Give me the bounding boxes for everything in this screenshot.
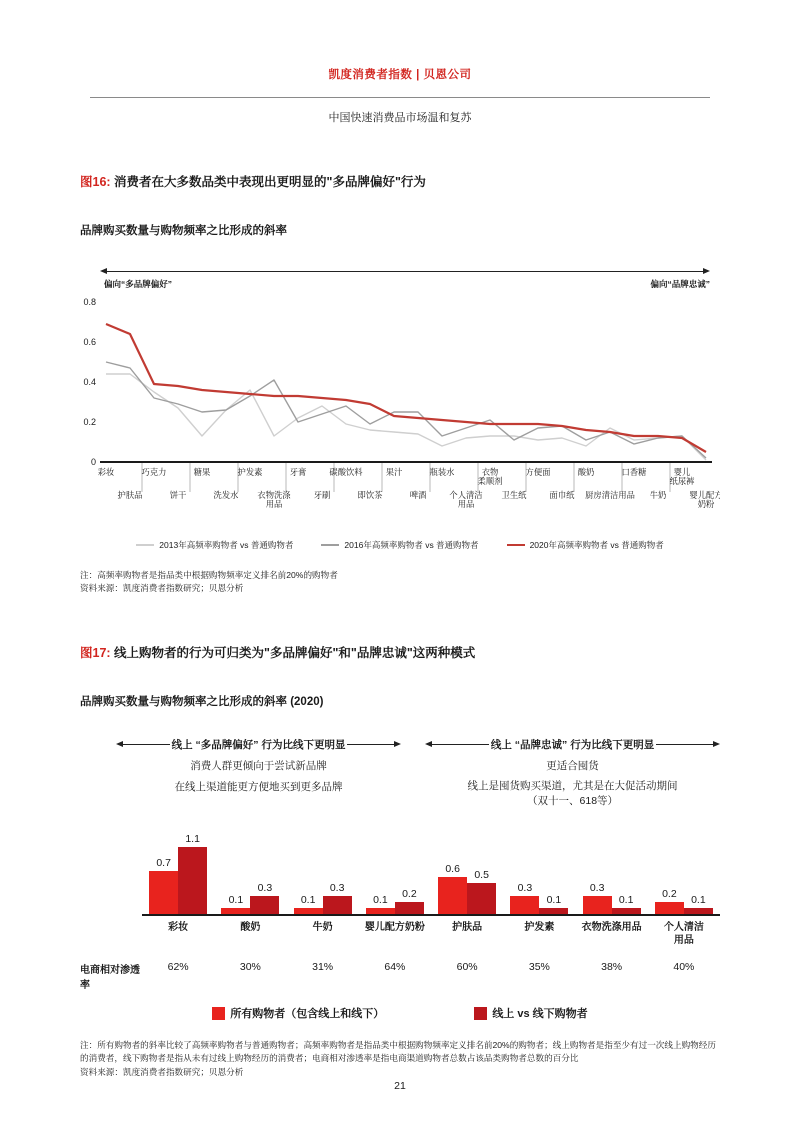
svg-text:糖果: 糖果: [193, 467, 211, 477]
annotation-line: 更适合囤货: [546, 759, 599, 772]
bar-group: [431, 863, 503, 914]
bar-value-label: 0.6: [445, 863, 460, 876]
bar-category-label: 牛奶: [312, 922, 333, 934]
penetration-label: 电商相对渗透率: [80, 965, 140, 992]
svg-text:个人清洁用品: 个人清洁用品: [449, 490, 483, 509]
bar-value-label: 0.3: [257, 882, 273, 895]
svg-text:饼干: 饼干: [169, 490, 187, 500]
svg-text:护发素: 护发素: [237, 467, 263, 477]
annotation-loyalty: [425, 737, 720, 809]
spectrum-left-label: 偏向“多品牌偏好”: [104, 279, 173, 289]
bar-group: [142, 833, 214, 914]
bar-value-label: 0.1: [691, 894, 706, 907]
legend-label-2020: 2020年高频率购物者 vs 普通购物者: [529, 540, 664, 550]
brand-header: 凯度消费者指数 | 贝恩公司: [328, 69, 472, 81]
fig16-chart-heading: 品牌购买数量与购物频率之比形成的斜率: [80, 225, 287, 237]
arrow-right-icon: [394, 741, 401, 747]
arrow-right-icon: [713, 741, 720, 747]
annotation-loyalty-title: 线上 “品牌忠诚” 行为比线下更明显: [490, 738, 655, 751]
bar: [250, 882, 279, 914]
fig17-label: 图17:: [80, 645, 111, 660]
svg-text:巧克力: 巧克力: [141, 467, 167, 477]
bar-value-label: 0.7: [156, 857, 171, 870]
bar: [539, 894, 568, 914]
bar-value-label: 0.1: [618, 894, 634, 907]
bar-category-label: 护肤品: [452, 922, 483, 934]
bar-group: [287, 882, 359, 914]
annotation-multibrand-arrow: [116, 737, 401, 752]
legend-label-all-shoppers: 所有购物者（包含线上和线下）: [230, 1008, 385, 1021]
bar-value-label: 0.3: [517, 882, 533, 895]
fig16-title: 消费者在大多数品类中表现出更明显的"多品牌偏好"行为: [110, 175, 426, 189]
svg-text:0.8: 0.8: [83, 297, 96, 307]
svg-text:洗发水: 洗发水: [213, 490, 239, 500]
legend-item-online-offline: [474, 1005, 587, 1021]
svg-text:卫生纸: 卫生纸: [501, 490, 527, 500]
fig17-legend: [80, 1005, 720, 1021]
fig17-chart-heading: 品牌购买数量与购物频率之比形成的斜率 (2020): [80, 695, 324, 708]
legend-label-online-offline: 线上 vs 线下购物者: [492, 1008, 588, 1021]
bar: [583, 882, 612, 914]
annotation-line: （双十一、618等）: [527, 794, 619, 807]
svg-text:牛奶: 牛奶: [649, 490, 667, 500]
penetration-value: 38%: [601, 961, 623, 974]
bar-value-label: 0.1: [228, 894, 244, 907]
bar-group: [648, 888, 720, 914]
spectrum-right-label: 偏向“品牌忠诚”: [650, 279, 710, 289]
bar-cat-row: [142, 916, 720, 947]
line-swatch-2013-icon: [136, 544, 154, 546]
bar-category-label: 个人清洁 用品: [663, 922, 704, 946]
svg-text:碳酸饮料: 碳酸饮料: [329, 467, 363, 477]
arrow-left-icon: [100, 268, 107, 274]
bar-value-label: 0.5: [474, 869, 489, 882]
report-subtitle: 中国快速消费品市场温和复苏: [328, 112, 472, 124]
svg-text:婴儿配方奶粉: 婴儿配方奶粉: [689, 490, 720, 509]
svg-text:0: 0: [90, 457, 96, 467]
bar-category-label: 婴儿配方奶粉: [364, 922, 425, 934]
svg-text:果汁: 果汁: [385, 467, 403, 477]
bar-value-label: 0.1: [546, 894, 562, 907]
arrow-right-icon: [703, 268, 710, 274]
fig16-note-line: 注：高频率购物者是指品类中根据购物频率定义排名前20%的购物者: [80, 570, 338, 580]
svg-text:即饮茶: 即饮茶: [357, 490, 383, 500]
fig17-note-line: 注：所有购物者的斜率比较了高频率购物者与普通购物者；高频率购物者是指品类中根据购物频率定义排名前20%的购物者；线上购物者是指至少有过一次线上购物经历的消费者，线下购物者是指从未有过线上购物经历的消费者；电商相对渗透率是指电商渠道购物者总数占该品类购物者总数的百分比: [80, 1040, 716, 1064]
svg-text:面巾纸: 面巾纸: [549, 490, 575, 500]
arrow-left-icon: [425, 741, 432, 747]
fig17-annotations: [116, 737, 720, 809]
svg-text:厨房清洁用品: 厨房清洁用品: [585, 490, 635, 500]
legend-item-2016: [321, 539, 478, 551]
fig16-spectrum-arrow: [100, 268, 710, 274]
penetration-value: 30%: [239, 961, 261, 974]
fig16-spectrum-labels: [104, 278, 710, 290]
bar: [684, 894, 713, 914]
line-swatch-2020-icon: [507, 544, 525, 546]
legend-label-2013: 2013年高频率购物者 vs 普通购物者: [159, 540, 294, 550]
annotation-multibrand: [116, 737, 401, 809]
bar: [510, 882, 539, 914]
fig16-legend: [80, 539, 720, 551]
bar-group: [576, 882, 648, 914]
penetration-value: 35%: [528, 961, 550, 974]
penetration-value: 31%: [312, 961, 334, 974]
svg-text:牙刷: 牙刷: [313, 490, 331, 500]
fig16-source-line: 资料来源：凯度消费者指数研究；贝恩分析: [80, 583, 244, 594]
square-swatch-red-icon: [212, 1007, 225, 1020]
svg-text:衣物柔顺剂: 衣物柔顺剂: [477, 467, 503, 486]
fig16-line-chart: [80, 294, 720, 526]
annotation-loyalty-arrow: [425, 737, 720, 752]
bar-category-label: 彩妆: [168, 922, 189, 934]
bar-groups: [142, 834, 720, 916]
penetration-row: [142, 961, 720, 973]
annotation-multibrand-title: 线上 “多品牌偏好” 行为比线下更明显: [171, 738, 346, 751]
fig17-bar-chart: [80, 833, 720, 992]
svg-text:0.6: 0.6: [83, 337, 96, 347]
penetration-value: 62%: [167, 961, 189, 974]
bar-value-label: 1.1: [185, 833, 200, 846]
bar-category-label: 酸奶: [240, 922, 261, 934]
svg-text:彩妆: 彩妆: [97, 467, 115, 477]
legend-label-2016: 2016年高频率购物者 vs 普通购物者: [344, 540, 479, 550]
bar: [395, 888, 424, 914]
penetration-section: [80, 961, 720, 992]
svg-text:婴儿纸尿裤: 婴儿纸尿裤: [669, 467, 695, 486]
legend-item-2013: [136, 539, 293, 551]
svg-text:啤酒: 啤酒: [409, 490, 427, 500]
bar-value-label: 0.3: [589, 882, 605, 895]
annotation-line: 消费人群更倾向于尝试新品牌: [190, 759, 327, 772]
bar-category-label: 护发素: [524, 922, 555, 934]
bar-category-label: 衣物洗涤用品: [581, 922, 642, 934]
bar: [612, 894, 641, 914]
arrow-left-icon: [116, 741, 123, 747]
bar-value-label: 0.2: [402, 888, 417, 901]
bar-value-label: 0.1: [373, 894, 388, 907]
svg-text:0.4: 0.4: [83, 377, 96, 387]
fig16-label: 图16:: [80, 175, 111, 189]
bar: [655, 888, 684, 914]
svg-text:方便面: 方便面: [525, 467, 551, 477]
fig16-heading: [80, 172, 720, 190]
bar-value-label: 0.2: [662, 888, 677, 901]
fig17-title: 线上购物者的行为可归类为"多品牌偏好"和"品牌忠诚"这两种模式: [110, 645, 476, 660]
bar: [366, 894, 395, 914]
bar: [221, 894, 250, 914]
penetration-value: 40%: [673, 961, 695, 974]
svg-text:牙膏: 牙膏: [289, 467, 307, 477]
svg-text:瓶装水: 瓶装水: [429, 467, 455, 477]
svg-text:衣物洗涤用品: 衣物洗涤用品: [257, 490, 291, 509]
penetration-value: 60%: [456, 961, 478, 974]
legend-item-all-shoppers: [212, 1005, 384, 1021]
bar: [323, 882, 352, 914]
fig16-line-chart-wrap: [80, 294, 720, 531]
bar-value-label: 0.3: [329, 882, 345, 895]
bar: [467, 869, 496, 914]
svg-text:0.2: 0.2: [83, 417, 96, 427]
bar-value-label: 0.1: [300, 894, 316, 907]
fig16-notes: [80, 569, 720, 596]
line-swatch-2016-icon: [321, 544, 339, 546]
penetration-value: 64%: [384, 961, 406, 974]
page-number: 21: [394, 1080, 406, 1092]
svg-text:护肤品: 护肤品: [117, 490, 143, 500]
annotation-line: 线上是囤货购买渠道，尤其是在大促活动期间: [467, 779, 678, 792]
square-swatch-darkred-icon: [474, 1007, 487, 1020]
svg-text:酸奶: 酸奶: [577, 467, 595, 477]
fig17-source-line: 资料来源：凯度消费者指数研究；贝恩分析: [80, 1066, 244, 1077]
svg-text:口香糖: 口香糖: [621, 467, 647, 477]
legend-item-2020: [507, 539, 664, 551]
annotation-line: 在线上渠道能更方便地买到更多品牌: [174, 780, 343, 793]
bar-group: [503, 882, 575, 914]
bar-group: [359, 888, 431, 914]
header-divider: [90, 97, 710, 98]
bar: [294, 894, 323, 914]
bar-group: [214, 882, 286, 914]
fig17-notes: [80, 1039, 720, 1079]
fig17-heading: [80, 643, 720, 661]
bar: [149, 857, 178, 914]
bar: [438, 863, 467, 914]
bar: [178, 833, 207, 914]
